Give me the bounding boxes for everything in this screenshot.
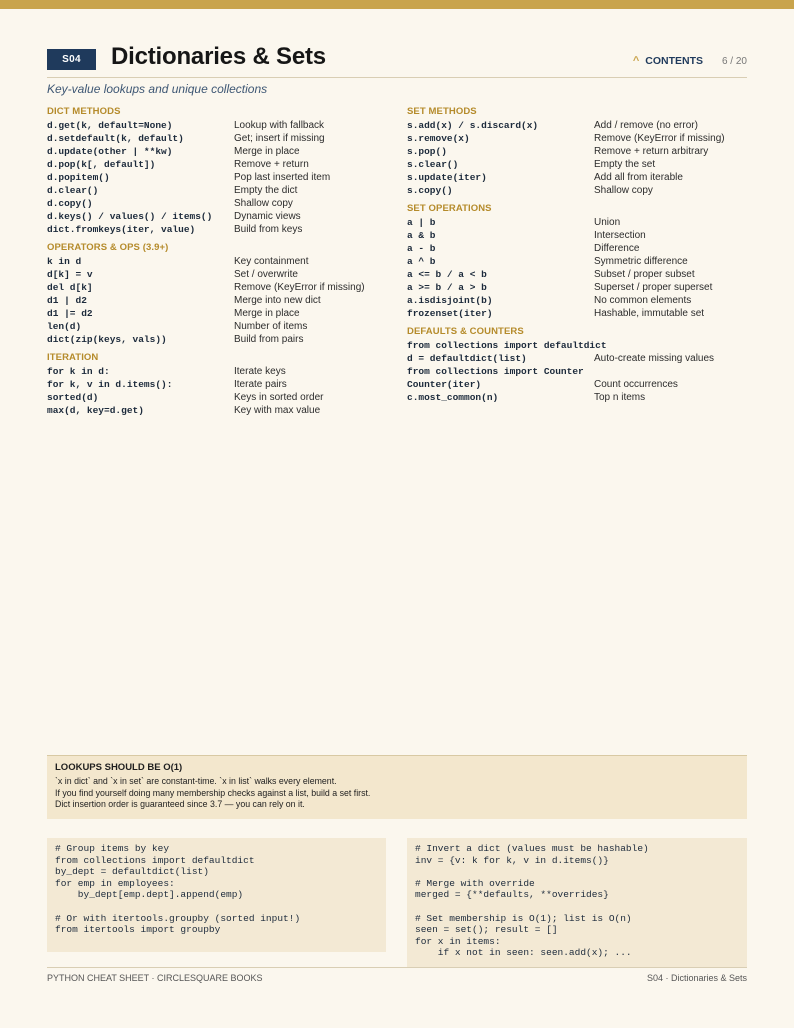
section-heading: SET METHODS [407,106,477,117]
reference-row [47,378,387,391]
left-column [47,104,387,417]
code-line [415,901,739,913]
code-line: # Merge with override [415,877,535,889]
description: Iterate pairs [234,379,287,390]
code-snippet: d.setdefault(k, default) [47,133,184,144]
section-heading: OPERATORS & OPS (3.9+) [47,242,169,253]
right-column [407,104,747,404]
code-line: for x in items: [415,935,501,947]
description: Subset / proper subset [594,269,695,280]
description [607,339,747,352]
code-snippet: d1 |= d2 [47,308,93,319]
code-snippet: a ^ b [407,256,436,267]
reference-row [407,281,747,294]
description: Build from pairs [234,334,304,345]
reference-row [407,158,747,171]
caret-up-icon: ^ [632,55,640,67]
description: Intersection [594,230,646,241]
code-snippet: d.popitem() [47,172,110,183]
code-line: by_dept = defaultdict(list) [55,866,209,878]
section-badge: S04 [47,49,96,70]
code-snippet: s.remove(x) [407,133,470,144]
code-line [415,866,739,878]
code-snippet: c.most_common(n) [407,392,499,403]
code-line: for emp in employees: [55,877,175,889]
code-snippet: dict.fromkeys(iter, value) [47,224,196,235]
reference-row [47,158,387,171]
contents-link[interactable] [633,55,703,67]
code-line: # Set membership is O(1); list is O(n) [415,912,632,924]
code-snippet: len(d) [47,321,82,332]
description: Difference [594,243,640,254]
code-line: # Invert a dict (values must be hashable) [415,843,649,854]
footer-divider [47,967,747,968]
reference-row [407,391,747,404]
reference-row [407,255,747,268]
reference-row [407,145,747,158]
reference-row [47,333,387,346]
reference-row [47,404,387,417]
description: Remove (KeyError if missing) [234,282,365,293]
code-snippet: d[k] = v [47,269,93,280]
description: Empty the dict [234,185,298,196]
code-snippet: d1 | d2 [47,295,87,306]
code-line: merged = {**defaults, **overrides} [415,889,609,901]
code-snippet: for k in d: [47,366,110,377]
reference-row [47,184,387,197]
reference-row [407,229,747,242]
code-snippet: a | b [407,217,436,228]
description: No common elements [594,295,692,306]
description: Superset / proper superset [594,282,713,293]
description: Get; insert if missing [234,133,325,144]
code-snippet: a & b [407,230,436,241]
reference-row [47,294,387,307]
code-snippet: d = defaultdict(list) [407,353,527,364]
code-snippet: sorted(d) [47,392,99,403]
page-subtitle: Key-value lookups and unique collections [47,82,268,96]
description: Set / overwrite [234,269,298,280]
code-snippet: s.update(iter) [407,172,487,183]
code-snippet: d.keys() / values() / items() [47,211,213,222]
description [584,365,747,378]
code-line: if x not in seen: seen.add(x); ... [415,947,632,959]
description: Add / remove (no error) [594,120,698,131]
description: Union [594,217,621,228]
code-snippet: frozenset(iter) [407,308,493,319]
reference-row [407,365,747,378]
reference-row [47,171,387,184]
description: Add all from iterable [594,172,683,183]
reference-row [47,281,387,294]
code-line: by_dept[emp.dept].append(emp) [55,889,244,901]
code-snippet: s.pop() [407,146,447,157]
code-snippet: d.update(other | **kw) [47,146,173,157]
code-snippet: a - b [407,243,436,254]
code-line: from itertools import groupby [55,924,221,936]
code-snippet: s.add(x) / s.discard(x) [407,120,539,131]
code-snippet: from collections import defaultdict [407,340,607,351]
code-line: # Group items by key [55,843,170,854]
callout-note [47,755,747,819]
code-snippet: a <= b / a < b [407,269,487,280]
section-heading: DEFAULTS & COUNTERS [407,326,524,337]
reference-row [407,119,747,132]
description: Shallow copy [234,198,293,209]
code-snippet: Counter(iter) [407,379,482,390]
code-snippet: s.clear() [407,159,459,170]
reference-row [407,171,747,184]
reference-row [47,145,387,158]
contents-label: CONTENTS [645,55,703,67]
section-heading: ITERATION [47,352,99,363]
code-snippet: for k, v in d.items(): [47,379,173,390]
top-accent-bar [0,0,794,9]
description: Lookup with fallback [234,120,325,131]
description: Remove + return [234,159,309,170]
description: Merge in place [234,146,300,157]
code-snippet: del d[k] [47,282,93,293]
code-snippet: max(d, key=d.get) [47,405,144,416]
header-divider [47,77,747,78]
code-example-right [407,838,747,968]
callout-line: Dict insertion order is guaranteed since 3.7 — you can rely on it. [55,799,305,809]
section-heading: DICT METHODS [47,106,121,117]
description: Number of items [234,321,308,332]
footer-book-title: PYTHON CHEAT SHEET · CIRCLESQUARE BOOKS [47,973,263,983]
code-snippet: d.clear() [47,185,99,196]
reference-row [407,242,747,255]
code-line: inv = {v: k for k, v in d.items()} [415,854,609,866]
description: Merge into new dict [234,295,321,306]
description: Pop last inserted item [234,172,331,183]
description: Dynamic views [234,211,301,222]
reference-row [407,352,747,365]
reference-row [407,378,747,391]
description: Iterate keys [234,366,286,377]
code-snippet: d.get(k, default=None) [47,120,173,131]
reference-row [47,255,387,268]
reference-row [47,119,387,132]
reference-row [407,294,747,307]
description: Key with max value [234,405,321,416]
code-snippet: a.isdisjoint(b) [407,295,493,306]
reference-row [47,365,387,378]
reference-row [47,197,387,210]
reference-row [407,268,747,281]
description: Count occurrences [594,379,678,390]
code-example-left [47,838,386,952]
reference-row [407,184,747,197]
reference-row [407,339,747,352]
description: Key containment [234,256,309,267]
callout-title: LOOKUPS SHOULD BE O(1) [55,762,183,773]
callout-line: `x in dict` and `x in set` are constant-time. `x in list` walks every element. [55,776,337,786]
reference-row [407,132,747,145]
reference-row [47,210,387,223]
description: Auto-create missing values [594,353,715,364]
description: Shallow copy [594,185,653,196]
description: Top n items [594,392,646,403]
code-line: from collections import defaultdict [55,854,255,866]
code-snippet: dict(zip(keys, vals)) [47,334,167,345]
code-snippet: from collections import Counter [407,366,584,377]
footer-section-label: S04 · Dictionaries & Sets [646,973,747,983]
description: Symmetric difference [594,256,688,267]
reference-row [47,320,387,333]
code-line [55,901,378,913]
description: Remove (KeyError if missing) [594,133,725,144]
code-snippet: s.copy() [407,185,453,196]
description: Merge in place [234,308,300,319]
code-line: seen = set(); result = [] [415,924,558,936]
section-heading: SET OPERATIONS [407,203,492,214]
description: Keys in sorted order [234,392,324,403]
reference-row [47,132,387,145]
code-snippet: d.copy() [47,198,93,209]
code-line: # Or with itertools.groupby (sorted input!) [55,912,301,924]
reference-row [47,391,387,404]
code-snippet: d.pop(k[, default]) [47,159,156,170]
reference-row [47,223,387,236]
description: Empty the set [594,159,656,170]
callout-line: If you find yourself doing many membership checks against a list, build a set first. [55,787,371,798]
reference-row [407,216,747,229]
description: Hashable, immutable set [594,308,705,319]
code-snippet: k in d [47,256,82,267]
page-indicator: 6 / 20 [721,56,747,67]
page-title: Dictionaries & Sets [111,43,326,70]
description: Remove + return arbitrary [594,146,709,157]
description: Build from keys [234,224,303,235]
code-snippet: a >= b / a > b [407,282,487,293]
reference-row [407,307,747,320]
reference-row [47,307,387,320]
reference-row [47,268,387,281]
